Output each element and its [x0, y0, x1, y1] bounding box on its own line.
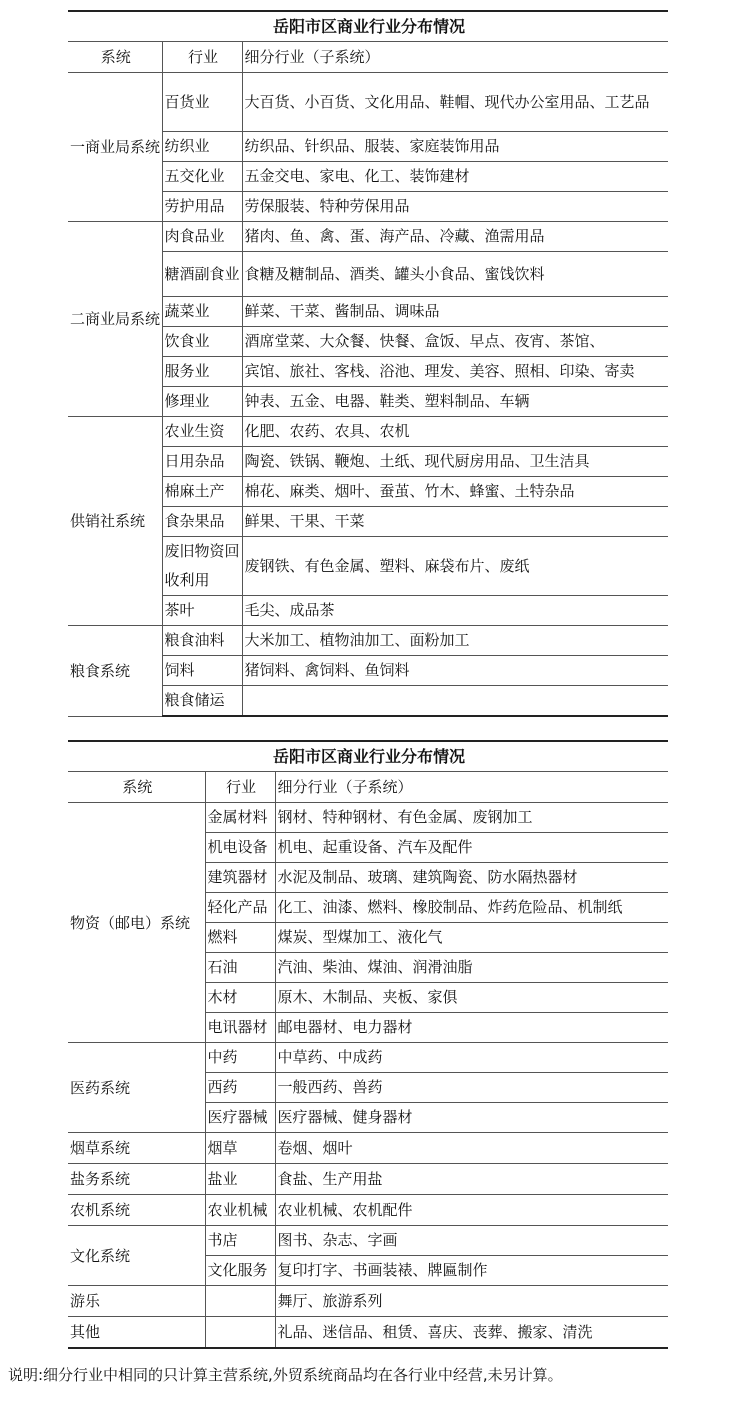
table-row: [68, 1133, 668, 1164]
table-row: [68, 1043, 668, 1073]
sub-industry-cell: 鲜果、干果、干菜: [242, 507, 668, 537]
industry-cell: [205, 1317, 275, 1349]
system-cell: 医药系统: [68, 1043, 205, 1133]
table-title-row: [68, 11, 668, 42]
sub-industry-cell: 化工、油漆、燃料、橡胶制品、炸药危险品、机制纸: [275, 893, 668, 923]
sub-industry-cell: 礼品、迷信品、租赁、喜庆、丧葬、搬家、清洗: [275, 1317, 668, 1349]
sub-industry-cell: 一般西药、兽药: [275, 1073, 668, 1103]
industry-cell: 燃料: [205, 923, 275, 953]
industry-cell: 轻化产品: [205, 893, 275, 923]
table-header-row: [68, 42, 668, 73]
sub-industry-cell: 汽油、柴油、煤油、润滑油脂: [275, 953, 668, 983]
sub-industry-cell: 鲜菜、干菜、酱制品、调味品: [242, 297, 668, 327]
sub-industry-cell: 酒席堂菜、大众餐、快餐、盒饭、早点、夜宵、茶馆、: [242, 327, 668, 357]
industry-cell: 农业机械: [205, 1195, 275, 1226]
sub-industry-cell: 五金交电、家电、化工、装饰建材: [242, 162, 668, 192]
sub-industry-cell: 卷烟、烟叶: [275, 1133, 668, 1164]
sub-industry-cell: 钢材、特种钢材、有色金属、废钢加工: [275, 803, 668, 833]
system-cell: 一商业局系统: [68, 73, 162, 222]
table-row: [68, 222, 668, 252]
sub-industry-cell: 医疗器械、健身器材: [275, 1103, 668, 1133]
industry-table-1: [68, 10, 668, 717]
industry-cell: 农业生资: [162, 417, 242, 447]
industry-cell: 五交化业: [162, 162, 242, 192]
industry-cell: 盐业: [205, 1164, 275, 1195]
system-cell: 二商业局系统: [68, 222, 162, 417]
sub-industry-cell: 化肥、农药、农具、农机: [242, 417, 668, 447]
industry-cell: 饲料: [162, 656, 242, 686]
header-system: 系统: [68, 772, 205, 803]
industry-cell: 棉麻土产: [162, 477, 242, 507]
industry-cell: 粮食储运: [162, 686, 242, 717]
table-row: [68, 417, 668, 447]
industry-cell: 废旧物资回收利用: [162, 537, 242, 596]
table-row: [68, 1164, 668, 1195]
header-sub: 细分行业（子系统）: [242, 42, 668, 73]
header-system: 系统: [68, 42, 162, 73]
sub-industry-cell: 复印打字、书画装裱、牌匾制作: [275, 1256, 668, 1286]
sub-industry-cell: 舞厅、旅游系列: [275, 1286, 668, 1317]
system-cell: 烟草系统: [68, 1133, 205, 1164]
system-cell: 粮食系统: [68, 626, 162, 717]
industry-cell: 食杂果品: [162, 507, 242, 537]
sub-industry-cell: 毛尖、成品茶: [242, 596, 668, 626]
sub-industry-cell: 图书、杂志、字画: [275, 1226, 668, 1256]
industry-cell: 电讯器材: [205, 1013, 275, 1043]
table-row: [68, 803, 668, 833]
header-industry: 行业: [205, 772, 275, 803]
system-cell: 农机系统: [68, 1195, 205, 1226]
industry-cell: 石油: [205, 953, 275, 983]
sub-industry-cell: 棉花、麻类、烟叶、蚕茧、竹木、蜂蜜、土特杂品: [242, 477, 668, 507]
industry-cell: 金属材料: [205, 803, 275, 833]
table-row: [68, 73, 668, 132]
industry-cell: 饮食业: [162, 327, 242, 357]
sub-industry-cell: 猪肉、鱼、禽、蛋、海产品、冷藏、渔需用品: [242, 222, 668, 252]
sub-industry-cell: 猪饲料、禽饲料、鱼饲料: [242, 656, 668, 686]
industry-cell: 日用杂品: [162, 447, 242, 477]
system-cell: 文化系统: [68, 1226, 205, 1286]
sub-industry-cell: 纺织品、针织品、服装、家庭装饰用品: [242, 132, 668, 162]
industry-cell: [205, 1286, 275, 1317]
table-row: [68, 1286, 668, 1317]
industry-cell: 木材: [205, 983, 275, 1013]
industry-cell: 肉食品业: [162, 222, 242, 252]
sub-industry-cell: 邮电器材、电力器材: [275, 1013, 668, 1043]
sub-industry-cell: 水泥及制品、玻璃、建筑陶瓷、防水隔热器材: [275, 863, 668, 893]
footnote: 说明:细分行业中相同的只计算主营系统,外贸系统商品均在各行业中经营,未另计算。: [8, 1366, 563, 1384]
industry-cell: 文化服务: [205, 1256, 275, 1286]
sub-industry-cell: 农业机械、农机配件: [275, 1195, 668, 1226]
sub-industry-cell: 中草药、中成药: [275, 1043, 668, 1073]
sub-industry-cell: 劳保服装、特种劳保用品: [242, 192, 668, 222]
sub-industry-cell: 煤炭、型煤加工、液化气: [275, 923, 668, 953]
table-row: [68, 1226, 668, 1256]
system-cell: 其他: [68, 1317, 205, 1349]
sub-industry-cell: 大米加工、植物油加工、面粉加工: [242, 626, 668, 656]
industry-cell: 百货业: [162, 73, 242, 132]
system-cell: 盐务系统: [68, 1164, 205, 1195]
industry-cell: 粮食油料: [162, 626, 242, 656]
table-title: 岳阳市区商业行业分布情况: [68, 11, 668, 42]
sub-industry-cell: 钟表、五金、电器、鞋类、塑料制品、车辆: [242, 387, 668, 417]
sub-industry-cell: 原木、木制品、夹板、家俱: [275, 983, 668, 1013]
table-header-row: [68, 772, 668, 803]
table-title-row: [68, 741, 668, 772]
header-sub: 细分行业（子系统）: [275, 772, 668, 803]
industry-cell: 烟草: [205, 1133, 275, 1164]
industry-cell: 蔬菜业: [162, 297, 242, 327]
table-title: 岳阳市区商业行业分布情况: [68, 741, 668, 772]
system-cell: 物资（邮电）系统: [68, 803, 205, 1043]
sub-industry-cell: 机电、起重设备、汽车及配件: [275, 833, 668, 863]
system-cell: 游乐: [68, 1286, 205, 1317]
sub-industry-cell: 食盐、生产用盐: [275, 1164, 668, 1195]
industry-cell: 机电设备: [205, 833, 275, 863]
table-row: [68, 626, 668, 656]
table-row: [68, 1195, 668, 1226]
industry-cell: 修理业: [162, 387, 242, 417]
industry-cell: 纺织业: [162, 132, 242, 162]
industry-cell: 中药: [205, 1043, 275, 1073]
table-row: [68, 1317, 668, 1349]
industry-cell: 医疗器械: [205, 1103, 275, 1133]
industry-cell: 书店: [205, 1226, 275, 1256]
sub-industry-cell: 宾馆、旅社、客栈、浴池、理发、美容、照相、印染、寄卖: [242, 357, 668, 387]
industry-cell: 服务业: [162, 357, 242, 387]
industry-table-2: [68, 740, 668, 1349]
sub-industry-cell: 食糖及糖制品、酒类、罐头小食品、蜜饯饮料: [242, 252, 668, 297]
industry-cell: 建筑器材: [205, 863, 275, 893]
system-cell: 供销社系统: [68, 417, 162, 626]
sub-industry-cell: 大百货、小百货、文化用品、鞋帽、现代办公室用品、工艺品: [242, 73, 668, 132]
industry-cell: 西药: [205, 1073, 275, 1103]
sub-industry-cell: 废钢铁、有色金属、塑料、麻袋布片、废纸: [242, 537, 668, 596]
header-industry: 行业: [162, 42, 242, 73]
sub-industry-cell: [242, 686, 668, 717]
industry-cell: 茶叶: [162, 596, 242, 626]
industry-cell: 糖酒副食业: [162, 252, 242, 297]
sub-industry-cell: 陶瓷、铁锅、鞭炮、土纸、现代厨房用品、卫生洁具: [242, 447, 668, 477]
industry-cell: 劳护用品: [162, 192, 242, 222]
